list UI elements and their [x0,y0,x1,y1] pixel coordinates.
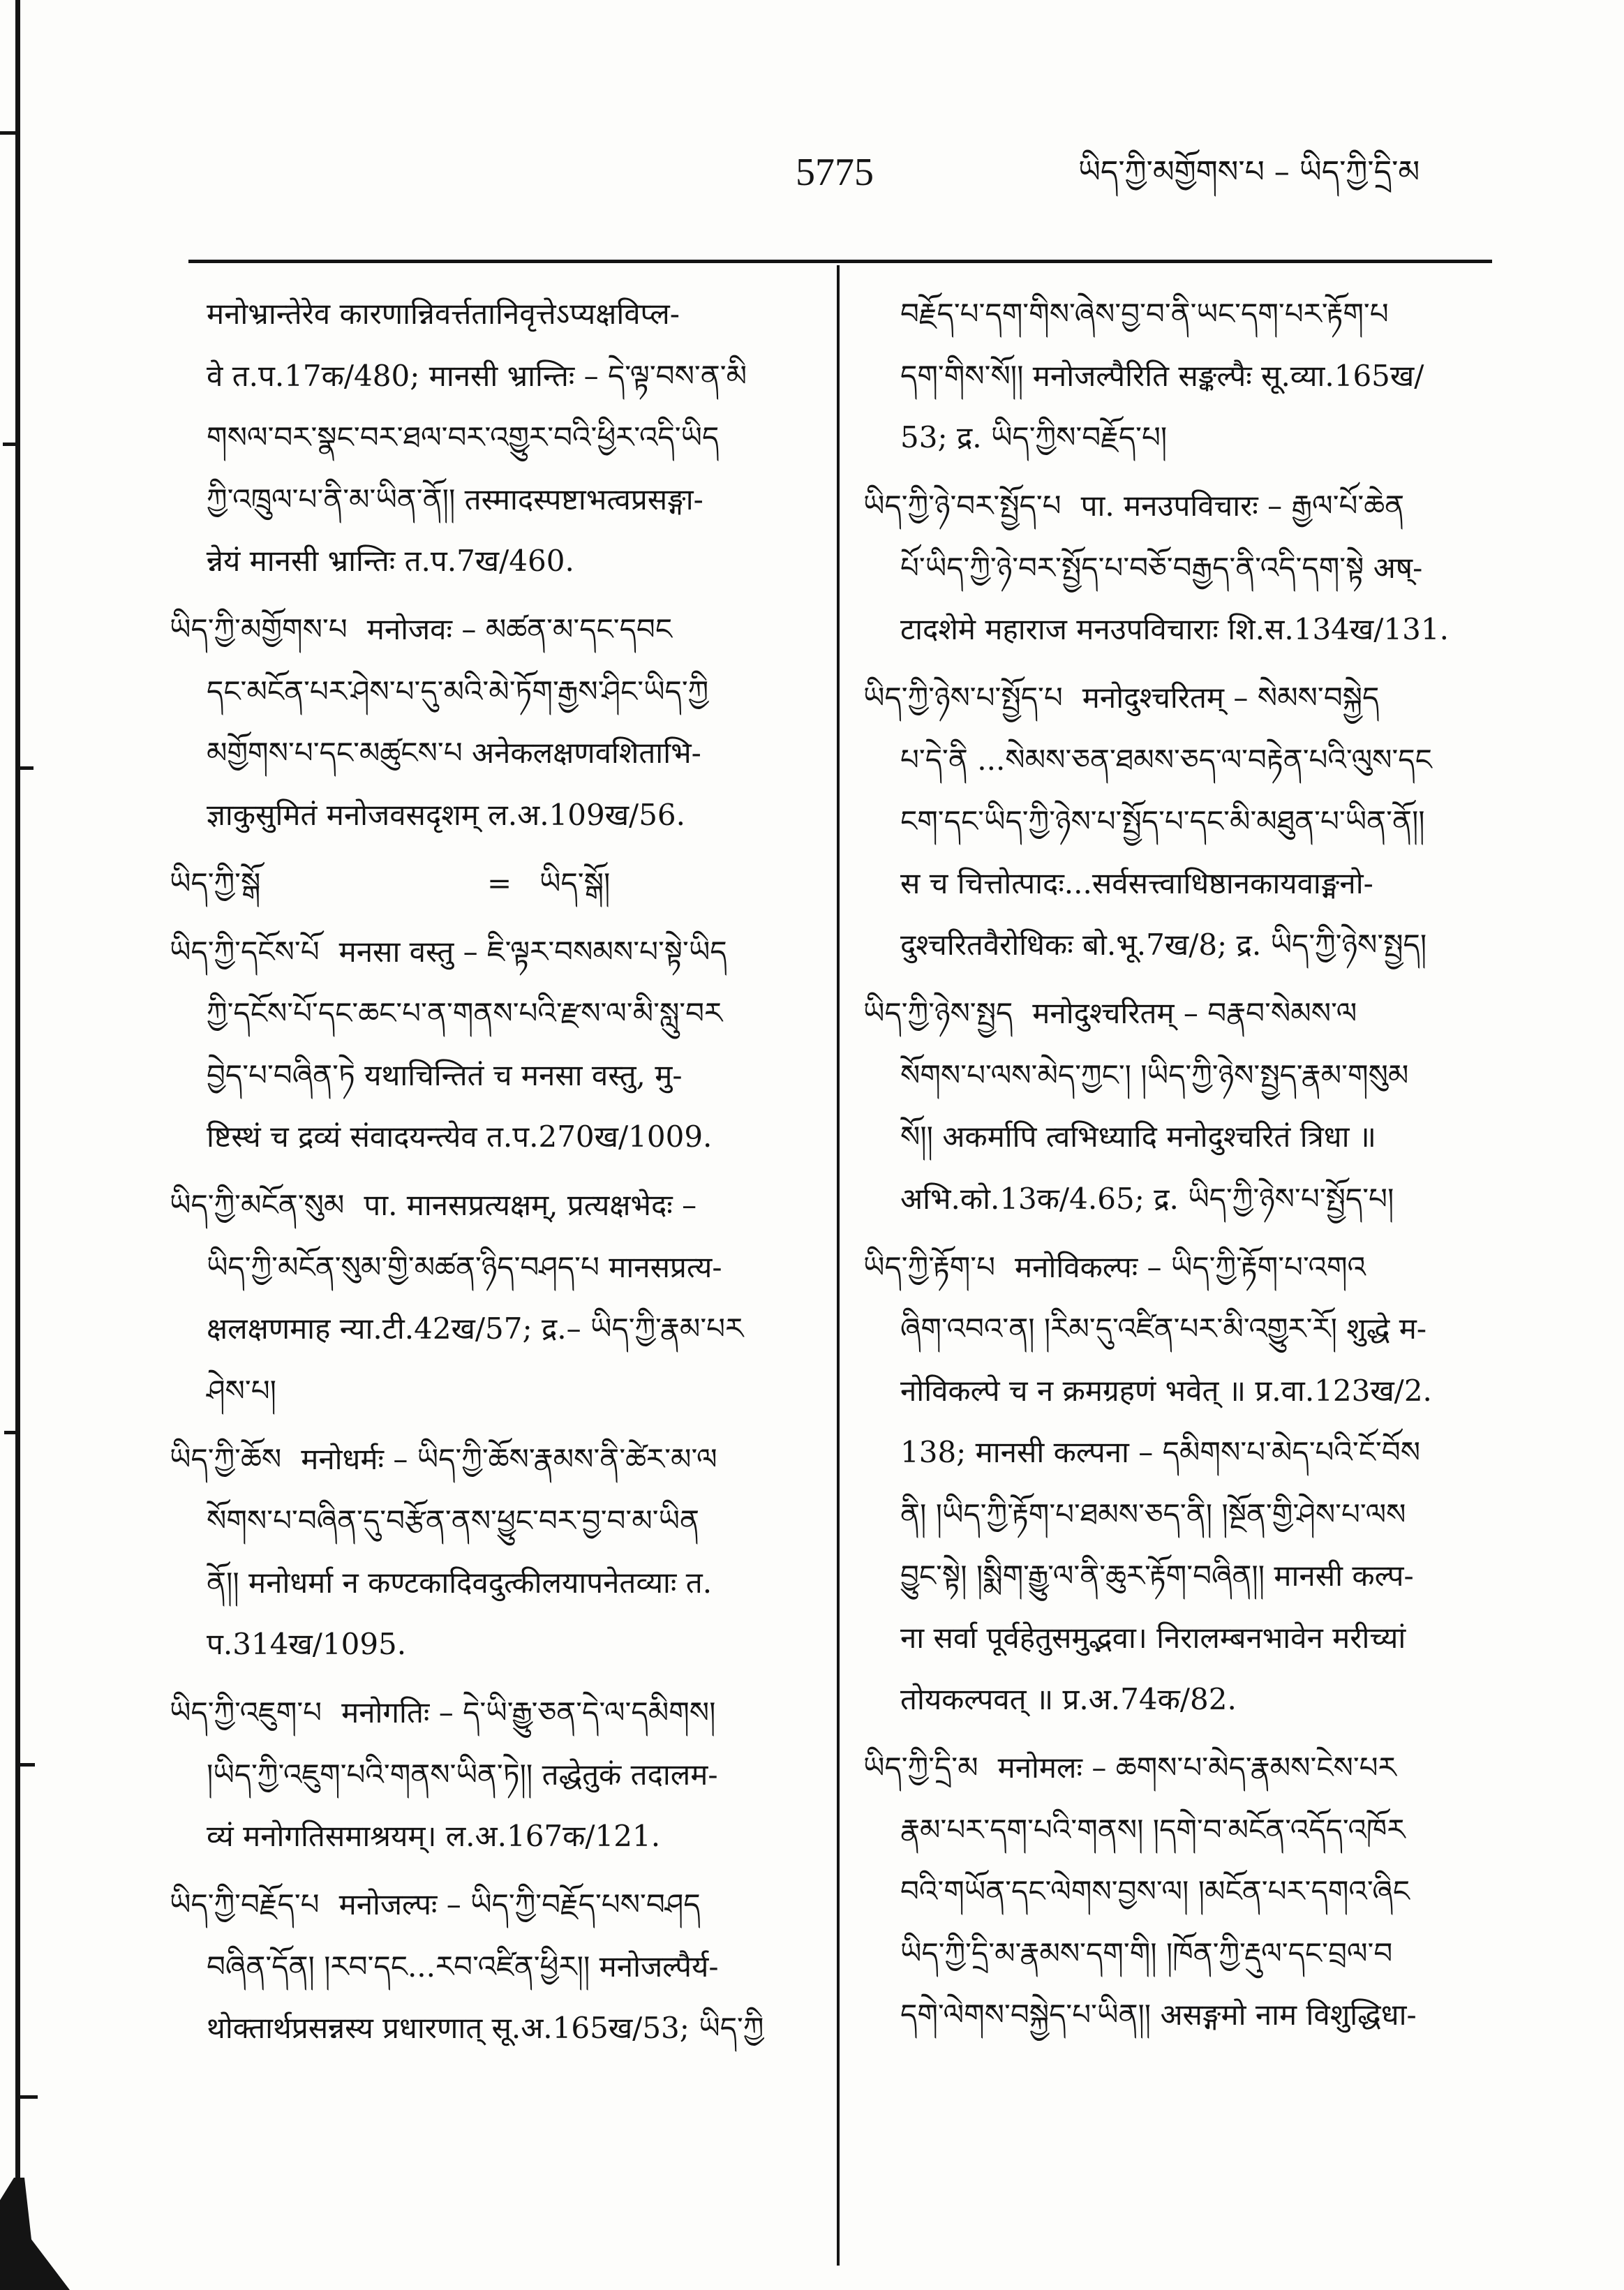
headword: ཡིད་ཀྱི་ཉེས་སྤྱད [863,996,1013,1030]
entry-line: प.314ख/1095. [207,1627,407,1661]
scan-edge-tick [4,1431,20,1434]
cross-reference-target: ཡིད་སྒོ། [539,865,611,900]
scan-edge-tick [3,443,17,446]
entry-line: སོ།། अकर्मापि त्वभिध्यादि मनोदुश्चरितं त्रिधा ॥ [900,1120,1376,1154]
page-number: 5775 [796,151,874,194]
header-rule [188,260,1492,263]
entry-line: བའི་གཡོན་དང་ལེགས་བྱས་ལ། །མངོན་པར་དགའ་ཞིང [900,1874,1410,1908]
entry-line: नोविकल्पे च न क्रमग्रहणं भवेत् ॥ प्र.वा.123ख/2. [900,1373,1432,1408]
definition-text: मनोगतिः – དེ་ཡི་རྒྱུ་ཅན་དེ་ལ་དམིགས། [341,1695,716,1730]
definition-text: मनोजल्पः – ཡིད་ཀྱི་བརྗོད་པས་བཤད [338,1887,701,1921]
dictionary-entry [863,475,1495,661]
definition-text: मनोजवः – མཚན་མ་དང་དབང [366,612,673,646]
entry-line: वे त.प.17क/480; मानसी भ्रान्तिः – དེ་ལྟ་བས་ན་མི [207,358,747,393]
dictionary-entry [863,667,1495,976]
entry-line: བརྗོད་པ་དག་གིས་ཞེས་བྱ་བ་ནི་ཡང་དག་པར་རྟོག་པ [900,297,1389,331]
headword: ཡིད་ཀྱི་བརྗོད་པ [170,1887,320,1921]
entry-first-line [170,853,810,915]
entry-first-line [863,1737,1495,1799]
left-column [170,283,810,2060]
scan-edge-tick [18,766,33,770]
entry-line: न्नेयं मानसी भ्रान्तिः त.प.7ख/460. [207,544,574,578]
entry-line: ष्टिस्थं च द्रव्यं संवादयन्त्येव त.प.270ख/1009. [207,1120,713,1154]
definition-text: पा. मानसप्रत्यक्षम्, प्रत्यक्षभेदः – [364,1188,697,1222]
entry-line: व्यं मनोगतिसमाश्रयम्। ल.अ.167क/121. [207,1819,661,1853]
dictionary-entry [863,1237,1495,1731]
entry-line: པོ་ཡིད་ཀྱི་ཉེ་བར་སྤྱོད་པ་བཅོ་བརྒྱད་ནི་འདི་དག་སྟེ अष्- [900,550,1423,585]
scan-edge-blob [0,2178,70,2290]
entry-line: ཡིད་ཀྱི་དྲི་མ་རྣམས་དག་གི། །ཁོན་ཀྱི་རྡུལ་དང་བྲལ་བ [900,1935,1393,1970]
entry-line: ངག་དང་ཡིད་ཀྱི་ཉེས་པ་སྤྱོད་པ་དང་མི་མཐུན་པ་ཡིན་ནོ།། [900,804,1425,838]
headword: ཡིད་ཀྱི་དྲི་མ [863,1750,978,1785]
entry-line: ज्ञाकुसुमितं मनोजवसदृशम् ल.अ.109ख/56. [207,797,686,832]
dictionary-entry [170,1175,810,1422]
entry-line: ཤེས་པ། [207,1373,276,1408]
equals-sign: = [487,865,512,900]
dictionary-entry [863,983,1495,1230]
dictionary-entry [170,1874,810,2060]
definition-text: मनसा वस्तु – ཇི་ལྟར་བསམས་པ་སྟེ་ཡིད [338,934,727,969]
headword: ཡིད་ཀྱི་མགྱོགས་པ [170,612,348,646]
entry-continuation [170,283,810,593]
entry-line: མགྱོགས་པ་དང་མཚུངས་པ अनेकलक्षणवशिताभि- [207,736,701,770]
cross-reference-entry [170,853,810,915]
entry-line: བྱུང་སྟེ། །སྨིག་རྒྱུ་ལ་ནི་ཆུར་རྟོག་བཞིན།། मानसी कल्प- [900,1559,1414,1593]
entry-line: 138; मानसी कल्पना – དམིགས་པ་མེད་པའི་ངོ་བོས [900,1435,1421,1469]
entry-line: अभि.को.13क/4.65; द्र. ཡིད་ཀྱི་ཉེས་པ་སྤྱོད་པ། [900,1181,1394,1216]
entry-first-line [170,1175,810,1237]
dictionary-entry [170,599,810,846]
entry-line: तोयकल्पवत् ॥ प्र.अ.74क/82. [900,1682,1237,1716]
entry-continuation [863,283,1495,469]
entry-line: གསལ་བར་སྣང་བར་ཐལ་བར་འགྱུར་བའི་ཕྱིར་འདི་ཡིད [207,420,720,454]
entry-line: དག་གིས་སོ།། मनोजल्पैरिति सङ्कल्पैः सू.व्या.165ख/ [900,358,1424,393]
dictionary-entry [170,1429,810,1676]
entry-line: ཀྱི་འཁྲུལ་པ་ནི་མ་ཡིན་ནོ།། तस्मादस्पष्टाभत्वप्रसङ्गा- [207,482,703,516]
entry-first-line [863,667,1495,729]
headword: ཡིད་ཀྱི་ཉེས་པ་སྤྱོད་པ [863,681,1063,715]
entry-line: སོགས་པ་ལས་མེད་ཀྱང་། །ཡིད་ཀྱི་ཉེས་སྤྱད་རྣམ་གསུམ [900,1057,1409,1092]
headword: ཡིད་ཀྱི་ཉེ་བར་སྤྱོད་པ [863,489,1061,523]
entry-first-line [170,599,810,661]
entry-first-line [863,475,1495,537]
entry-first-line [170,1874,810,1936]
entry-first-line [170,1682,810,1744]
entry-first-line [863,983,1495,1045]
entry-line: །ཡིད་ཀྱི་འཇུག་པའི་གནས་ཡིན་ཏེ།། तद्धेतुकं तदालम- [207,1757,718,1792]
entry-first-line [863,1237,1495,1299]
entry-line: སོགས་པ་བཞིན་དུ་བརྩོན་ནས་ཕྱུང་བར་བྱ་བ་མ་ཡིན [207,1503,700,1538]
headword: ཡིད་ཀྱི་སྒོ [170,865,261,900]
entry-line: ནོ།། मनोधर्मा न कण्टकादिवदुत्कीलयापनेतव्याः त. [207,1565,713,1600]
entry-line: ནི། །ཡིད་ཀྱི་རྟོག་པ་ཐམས་ཅད་ནི། །སྔོན་གྱི་ཤེས་པ་ལས [900,1496,1406,1531]
definition-text: मनोमलः – ཆགས་པ་མེད་རྣམས་ངེས་པར [997,1750,1396,1785]
entry-line: टादशेमे महाराज मनउपविचाराः शि.स.134ख/131. [900,612,1449,646]
running-head: ཡིད་ཀྱི་མགྱོགས་པ – ཡིད་ཀྱི་དྲི་མ [1078,154,1420,190]
definition-text: मनोदुश्चरितम् – སེམས་བསྐྱེད [1082,681,1380,715]
headword: ཡིད་ཀྱི་ཆོས [170,1441,282,1476]
entry-line: ཀྱི་དངོས་པོ་དང་ཆང་པ་ན་གནས་པའི་རྫས་ལ་མི་སླུ་བར [207,996,723,1030]
entry-line: དང་མངོན་པར་ཤེས་པ་དུ་མའི་མེ་ཏོག་རྒྱས་ཤིང་ཡིད་ཀྱི [207,674,709,708]
entry-first-line [170,1429,810,1491]
headword: ཡིད་ཀྱི་མངོན་སུམ [170,1188,345,1222]
scan-edge-tick [0,131,17,135]
dictionary-entry [170,1682,810,1868]
entry-line: थोक्तार्थप्रसन्नस्य प्रधारणात् सू.अ.165ख/53; ཡིད་ཀྱི [207,2011,764,2045]
scan-edge-tick [18,1763,35,1767]
column-divider [837,265,840,2266]
definition-text: मनोदुश्चरितम् – བརྣབ་སེམས་ལ [1032,996,1357,1030]
entry-line: ना सर्वा पूर्वहेतुसमुद्भवा। निरालम्बनभावेन मरीच्यां [900,1620,1406,1655]
headword: ཡིད་ཀྱི་འཇུག་པ [170,1695,322,1730]
entry-line: དགེ་ལེགས་བསྐྱེད་པ་ཡིན།། असङ्गमो नाम विशुद्धिधा- [900,1998,1417,2032]
entry-line: 53; द्र. ཡིད་ཀྱིས་བརྗོད་པ། [900,420,1168,454]
entry-line: བཞིན་དོན། །རབ་དང...རབ་འཛིན་ཕྱིར།། मनोजल्पैर्य- [207,1949,719,1984]
scan-edge-tick [18,2095,38,2099]
entry-line: ཡིད་ཀྱི་མངོན་སུམ་གྱི་མཚན་ཉིད་བཤད་པ मानसप्रत्य- [207,1249,722,1284]
definition-text: मनोधर्मः – ཡིད་ཀྱི་ཆོས་རྣམས་ནི་ཚེར་མ་ལ [301,1441,717,1476]
entry-line: स च चित्तोत्पादः...सर्वसत्त्वाधिष्ठानकायवाङ्मनो- [900,865,1373,900]
scan-edge-line [15,0,20,2220]
definition-text: पा. मनउपविचारः – རྒྱལ་པོ་ཆེན [1080,489,1405,523]
entry-line: བྱེད་པ་བཞིན་ཏེ यथाचिन्तितं च मनसा वस्तु, मु- [207,1057,683,1092]
dictionary-entry [170,921,810,1168]
definition-text: मनोविकल्पः – ཡིད་ཀྱི་རྟོག་པ་འགའ [1015,1249,1366,1284]
entry-line: क्षलक्षणमाह न्या.टी.42ख/57; द्र.– ཡིད་ཀྱི་རྣམ་པར [207,1311,744,1346]
entry-line: मनोभ्रान्तेरेव कारणान्निवर्त्ततानिवृत्तेऽप्यक्षविप्ल- [207,297,680,331]
headword: ཡིད་ཀྱི་དངོས་པོ [170,934,320,969]
entry-line: ཞིག་འབའ་ན། །རིམ་དུ་འཛིན་པར་མི་འགྱུར་རོ། शुद्धे म- [900,1311,1427,1346]
entry-line: दुश्चरितवैरोधिकः बो.भू.7ख/8; द्र. ཡིད་ཀྱི་ཉེས་སྤྱད། [900,928,1427,962]
entry-line: པ་དེ་ནི ...སེམས་ཅན་ཐམས་ཅད་ལ་བརྟེན་པའི་ལུས་དང [900,742,1432,777]
headword: ཡིད་ཀྱི་རྟོག་པ [863,1249,996,1284]
right-column [863,283,1495,2046]
dictionary-entry [863,1737,1495,2046]
entry-line: རྣམ་པར་དག་པའི་གནས། །དགེ་བ་མངོན་འདོད་འཁོར [900,1812,1406,1847]
entry-first-line [170,921,810,983]
